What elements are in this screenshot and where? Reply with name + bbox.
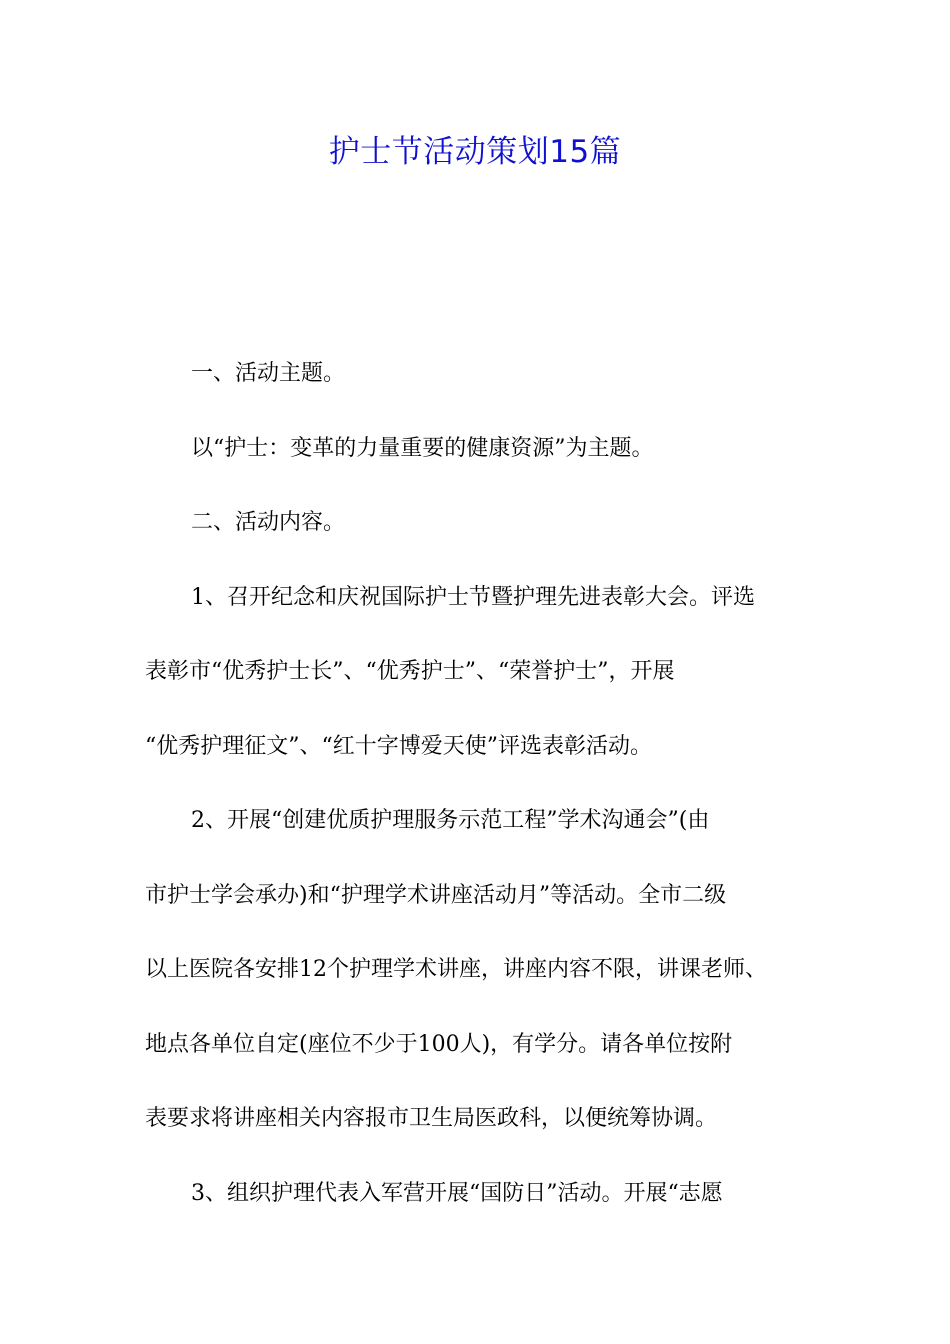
text-line: 地点各单位自定(座位不少于100人)，有学分。请各单位按附 [145, 1031, 733, 1057]
text-line: 2、开展“创建优质护理服务示范工程”学术沟通会”(由 [191, 808, 710, 833]
paragraph-theme [145, 412, 825, 487]
text-line: 3、组织护理代表入军营开展“国防日”活动。开展“志愿 [191, 1180, 723, 1206]
text-line: 二、活动内容。 [191, 510, 346, 535]
text-line: 市护士学会承办)和“护理学术讲座活动月”等活动。全市二级 [145, 882, 727, 908]
paragraph-theme-heading [145, 337, 825, 412]
paragraph-item-2 [145, 784, 825, 1157]
paragraph-item-3 [145, 1157, 825, 1232]
text-line: 表彰市“优秀护士长”、“优秀护士”、“荣誉护士”，开展 [145, 659, 675, 684]
paragraph-content-heading [145, 486, 825, 561]
text-line: 以“护士：变革的力量重要的健康资源”为主题。 [191, 435, 654, 461]
text-line: 1、召开纪念和庆祝国际护士节暨护理先进表彰大会。评选 [191, 584, 755, 610]
text-line: 一、活动主题。 [191, 361, 346, 386]
paragraph-item-1 [145, 561, 825, 785]
text-line: 以上医院各安排12个护理学术讲座，讲座内容不限，讲课老师、 [145, 957, 767, 982]
text-line: 表要求将讲座相关内容报市卫生局医政科，以便统筹协调。 [145, 1106, 718, 1131]
document-body [145, 337, 825, 1231]
document-title: 护士节活动策划15篇 [328, 134, 622, 170]
text-line: “优秀护理征文”、“红十字博爱天使”评选表彰活动。 [145, 733, 652, 759]
